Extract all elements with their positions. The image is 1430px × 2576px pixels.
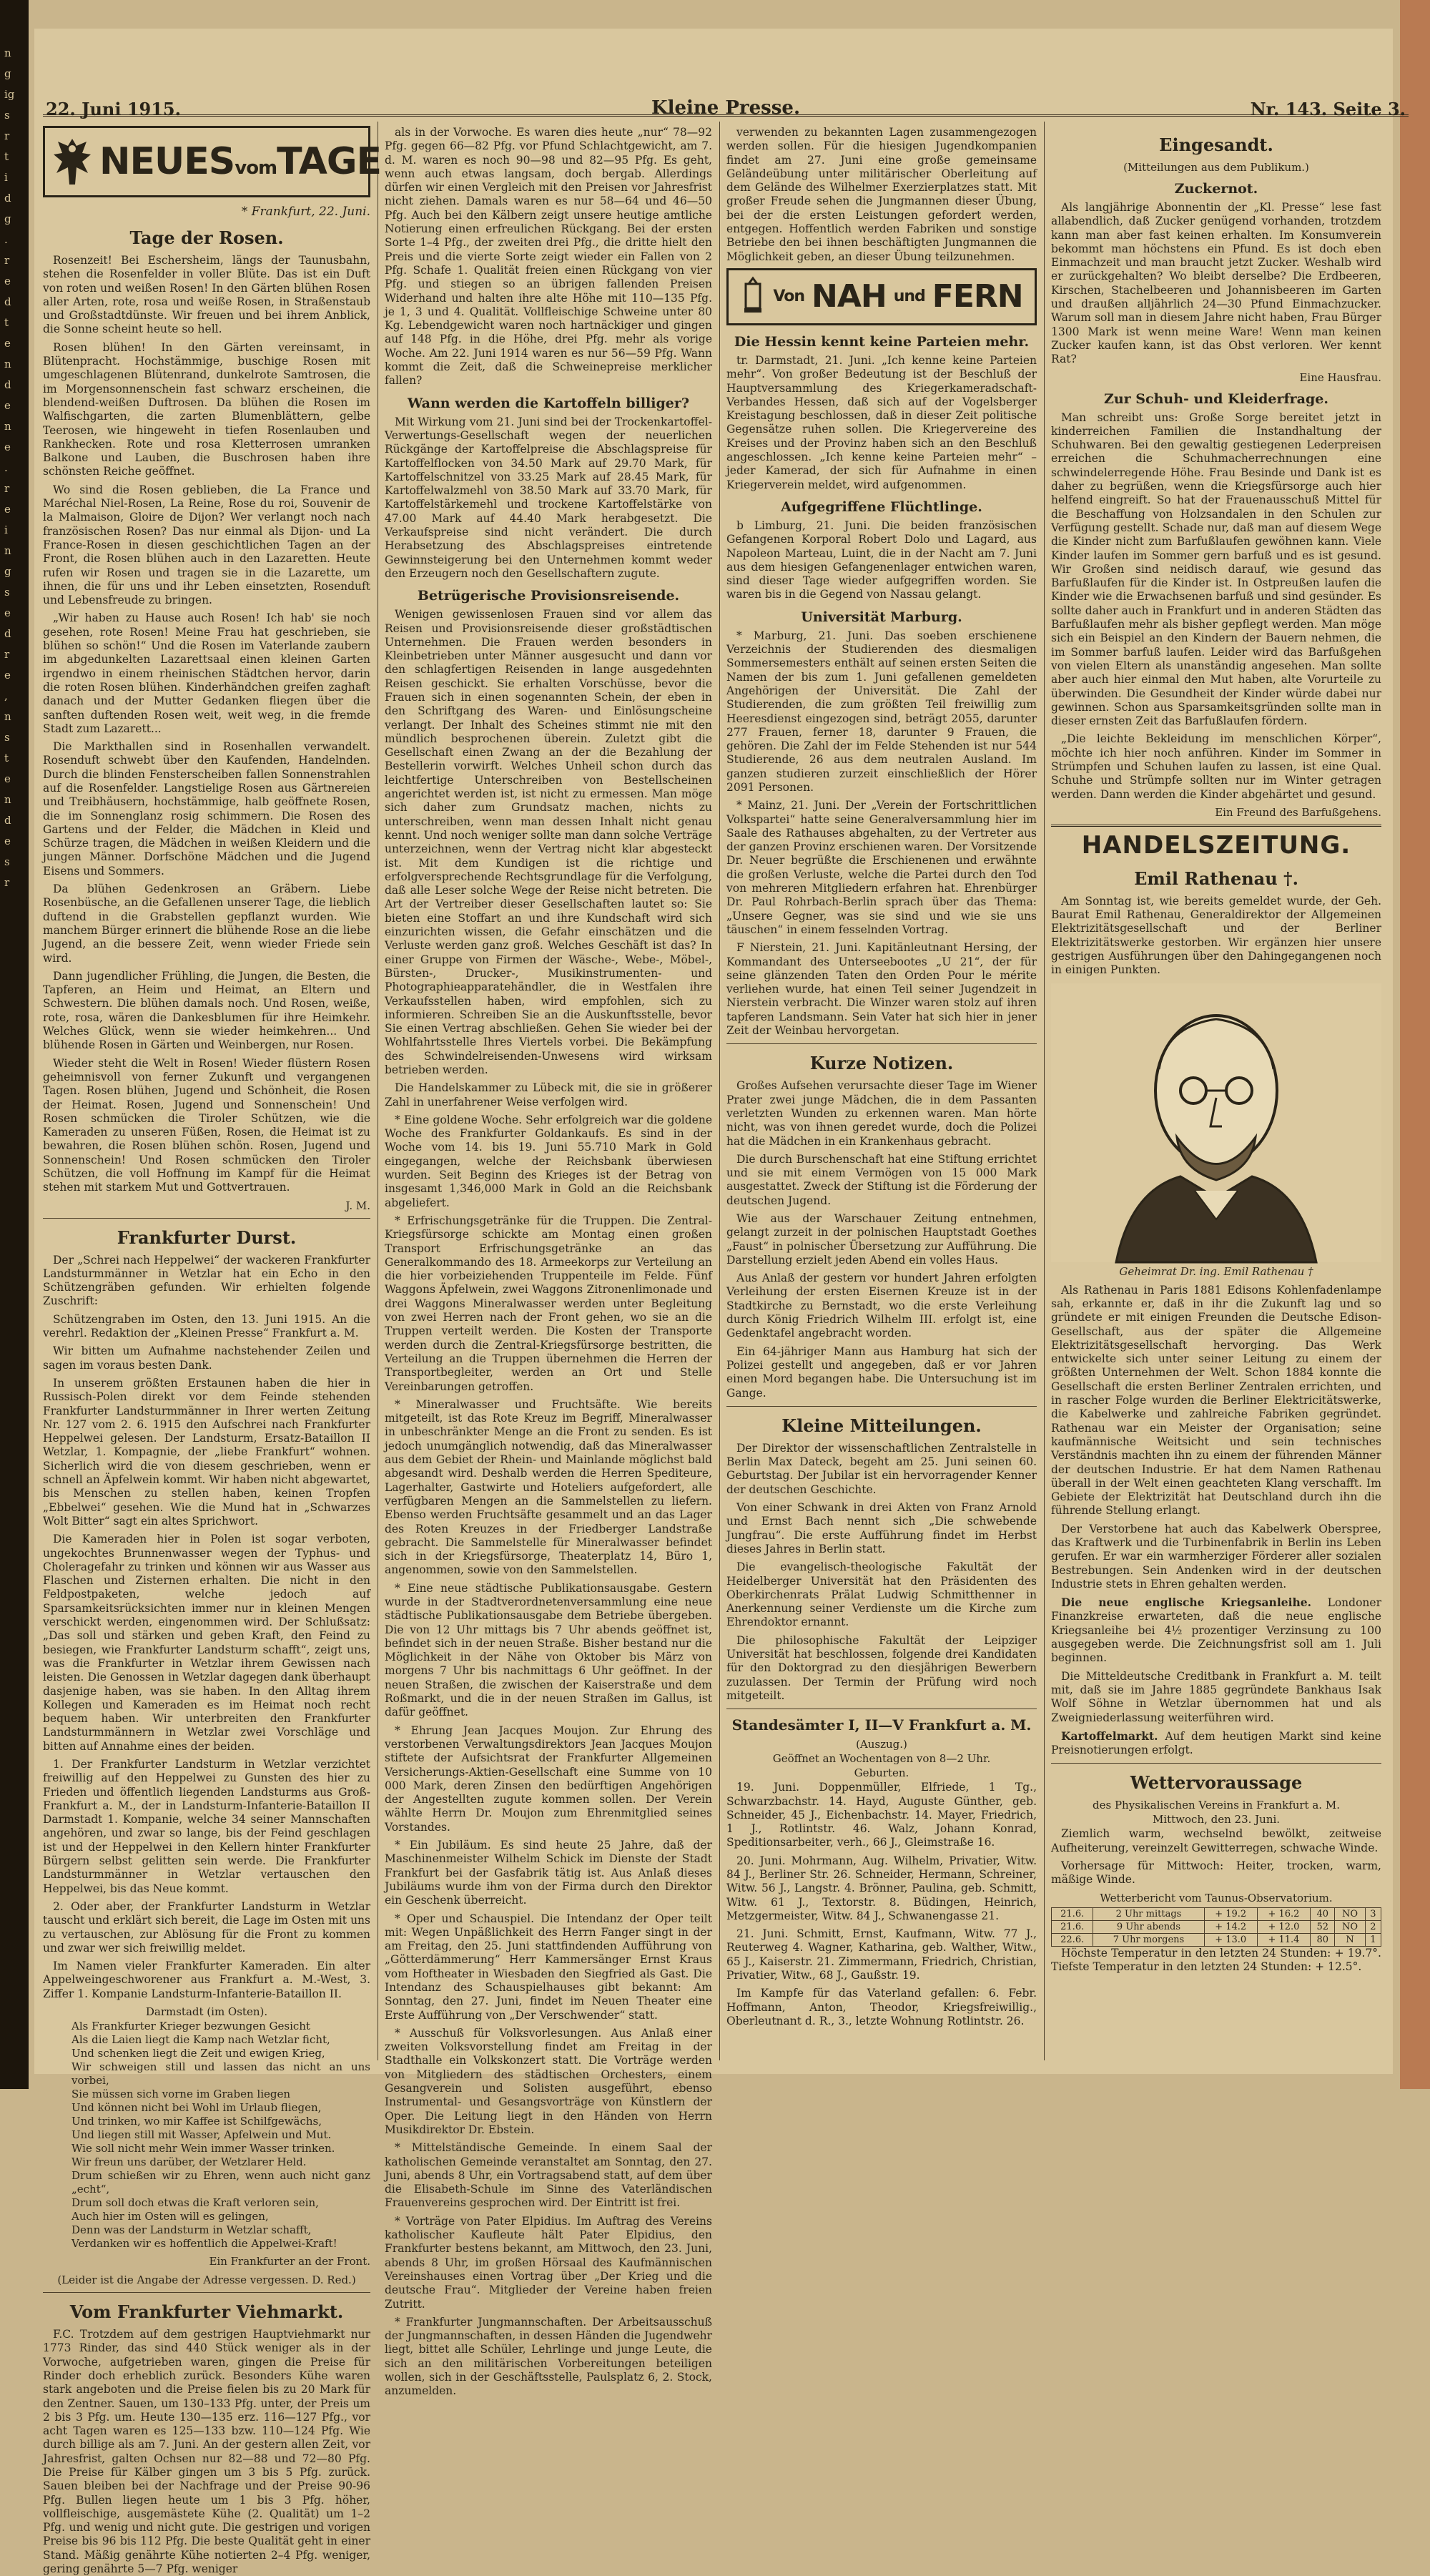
- adjacent-page-fragment: n g ig s r t i d g . r e d t e n d e n e . r e i n g s e d r e , n s t e n d e s r: [4, 46, 15, 889]
- article-headline: Zuckernot.: [1174, 181, 1258, 197]
- weather-date: Mittwoch, den 23. Juni.: [1152, 1813, 1281, 1827]
- weather-cell: NO: [1335, 1920, 1365, 1933]
- weather-cell: 52: [1311, 1920, 1335, 1933]
- column-1: [43, 126, 382, 2576]
- section-logo: NEUESvomTAGE: [99, 140, 382, 183]
- article-paragraph: Die Handelskammer zu Lübeck mit, die sie in größerer Zahl in unerfahrener Weise verfolgen wird.: [385, 1081, 712, 1108]
- section-headline: Eingesandt.: [1159, 134, 1273, 155]
- handelszeitung-header: HANDELSZEITUNG.: [1051, 825, 1381, 860]
- article-paragraph: Wir bitten um Aufnahme nachstehender Zeilen und sagen im voraus besten Dank.: [43, 1344, 370, 1372]
- divider: [726, 1406, 1037, 1407]
- article-headline: Die Hessin kennt keine Parteien mehr.: [734, 333, 1030, 350]
- register-entry: Im Kampfe für das Vaterland gefallen: 6. Febr. Hoffmann, Anton, Theodor, Kriegsfreiwillig., Oberleutnant d. R., 3., letzte Wohnung Rotlintstr. 26.: [726, 1987, 1037, 2027]
- poem-title: Darmstadt (im Osten).: [145, 2005, 268, 2019]
- column-4: [1051, 126, 1381, 2060]
- news-item: * Erfrischungsgetränke für die Truppen. Die Zentral-Kriegsfürsorge schickte am Montag einen großen Transport Erfrischungsgetränke an das Generalkommando des 18. Armeekorps zur Verteilung an die hier vorbeiziehenden Truppenteile im Felde. Fünf Waggons Äpfelwein, zwei Waggons Zitronenlimonade und drei Waggons Mineralwasser werden unter Begleitung von zwei Herren nach der Front gehen, wo sie an die Truppen verteilt werden. Die Kosten der Transporte werden durch die Zentral-Kriegsfürsorge bestritten, die Verteilung an die Truppen übernehmen die Herren der Transportbegleiter, werden an Ort und Stelle Vereinbarungen getroffen.: [385, 1214, 712, 1393]
- article-paragraph: F Nierstein, 21. Juni. Kapitänleutnant Hersing, der Kommandant des Unterseebootes „U 21“, der für seine glänzenden Taten den Orden Pour le mérite verliehen wurde, hat einen Teil seiner Jugendzeit in Nierstein verbracht. Die Winzer waren stolz auf ihren tapferen Landsmann. Sein Vater hat sich hier in jener Zeit der Weinbau hervorgetan.: [726, 941, 1037, 1038]
- weather-cell: 80: [1311, 1933, 1335, 1946]
- article-headline: Kleine Mitteilungen.: [781, 1415, 982, 1436]
- weather-cell: 7 Uhr morgens: [1093, 1933, 1204, 1946]
- article-paragraph: Der Verstorbene hat auch das Kabelwerk Oberspree, das Kraftwerk und die Turbinenfabrik in Berlin ins Leben gerufen. Er war ein warmherziger Förderer aller sozialen Bestrebungen. Sein Andenken wird in der deutschen Industrie stets in Ehren gehalten werden.: [1051, 1522, 1381, 1591]
- article-headline: Frankfurter Durst.: [117, 1226, 297, 1248]
- weather-cell: 22.6.: [1052, 1933, 1093, 1946]
- article-paragraph: Die durch Burschenschaft hat eine Stiftung errichtet und sie mit einem Vermögen von 15 000 Mark ausgestattet. Zweck der Stiftung ist die Förderung der deutschen Jugend.: [726, 1152, 1037, 1207]
- register-entry: 21. Juni. Schmitt, Ernst, Kaufmann, Witw. 77 J., Reuterweg 4. Wagner, Katharina, geb. Walther, Witw., 65 J., Kaiserstr. 21. Zimmermann, Friedrich, Christian, Privatier, Witw., 68 J., Gaußstr. 19.: [726, 1927, 1037, 1982]
- weather-cell: N: [1335, 1933, 1365, 1946]
- article-paragraph: Wie aus der Warschauer Zeitung entnehmen, gelangt zurzeit in der polnischen Hauptstadt Goethes „Faust“ in polnischer Übersetzung zur Aufführung. Die Darstellung erzielt jeden Abend ein volles Haus.: [726, 1212, 1037, 1267]
- portrait-drawing: [1051, 983, 1381, 1262]
- divider: [726, 1043, 1037, 1044]
- weather-cell: + 16.2: [1257, 1907, 1310, 1920]
- article-headline: Tage der Rosen.: [129, 227, 284, 248]
- rathenau-portrait: [1051, 983, 1381, 1262]
- news-item: * Ein Jubiläum. Es sind heute 25 Jahre, daß der Maschinenmeister Wilhelm Schick im Dienste der Stadt Frankfurt bei der Gasfabrik tätig ist. Aus Anlaß dieses Jubiläums wurde ihm von der Firma durch den Direktor ein Geschenk überreicht.: [385, 1839, 712, 1907]
- news-item: * Mittelständische Gemeinde. In einem Saal der katholischen Gemeinde veranstaltet am Sonntag, den 27. Juni, abends 8 Uhr, ein Vortragsabend statt, auf dem über die Elisabeth-Schule im Sinne des Vaterländischen Frauenvereins gesprochen wird. Der Eintritt ist frei.: [385, 2141, 712, 2210]
- news-item: Die neue englische Kriegsanleihe. Londoner Finanzkreise erwarteten, daß die neue englische Kriegsanleihe bei 4½ prozentiger Verzinsung zu 100 ausgegeben werde. Die Zeichnungsfrist soll am 1. Juli beginnen.: [1051, 1596, 1381, 1665]
- article-paragraph: * Marburg, 21. Juni. Das soeben erschienene Verzeichnis der Studierenden des diesmaligen Sommersemesters enthält auf seinen ersten Seiten die Namen der bis zum 1. Juni gefallenen gemeldeten Angehörigen der Universität. Die Zahl der Studierenden, die zum größten Teil freiwillig zum Heeresdienst eingezogen sind, beträgt 2055, darunter 277 Frauen, ferner 18, darunter 9 Frauen, die gehören. Die Zahl der im Felde Stehenden ist nur 544 Studierende, 26 aus dem neutralen Ausland. Im ganzen studieren zurzeit einschließlich der Hörer 2091 Personen.: [726, 629, 1037, 794]
- news-item: * Frankfurter Jungmannschaften. Der Arbeitsausschuß der Jungmannschaften, in dessen Händen die Jugendwehr liegt, bittet alle Schüler, Lehrlinge und junge Leute, die sich an den militärischen Vorbereitungen beteiligen wollen, sich in der Geschäftsstelle, Paulsplatz 6, 2. Stock, anzumelden.: [385, 2315, 712, 2398]
- weather-table: [1051, 1907, 1381, 1947]
- news-item: * Ehrung Jean Jacques Moujon. Zur Ehrung des verstorbenen Verwaltungsdirektors Jean Jacques Moujon stiftete der Aufsichtsrat der Frankfurter Allgemeinen Versicherungs-Aktien-Gesellschaft eine Summe von 10 000 Mark, deren Zinsen den bedürftigen Angehörigen der Angestellten zugute kommen sollen. Der Verein wählte Herrn Dr. Moujon zum Ehrenmitglied seines Vorstandes.: [385, 1724, 712, 1834]
- paper-name: Kleine Presse.: [651, 97, 801, 119]
- portrait-caption: Geheimrat Dr. ing. Emil Rathenau †: [1119, 1264, 1313, 1278]
- news-item: * Vorträge von Pater Elpidius. Im Auftrag des Vereins katholischer Kaufleute hält Pater Elpidius, den Frankfurter bestens bekannt, am Mittwoch, den 23. Juni, abends 8 Uhr, im großen Hörsaal des Kaufmännischen Vereinshauses einen Vortrag über „Der Krieg und die deutsche Frau“. Mitglieder der Vereine haben freien Zutritt.: [385, 2214, 712, 2311]
- article-paragraph: Die evangelisch-theologische Fakultät der Heidelberger Universität hat den Präsidenten des Oberkirchenrats Prälat Ludwig Schmitthenner in Anerkennung seiner Verdienste um die Kirche zum Ehrendoktor ernannt.: [726, 1560, 1037, 1629]
- article-headline: Betrügerische Provisionsreisende.: [417, 588, 680, 604]
- opening-hours: Geöffnet an Wochentagen von 8—2 Uhr.: [772, 1752, 991, 1766]
- article-headline: Emil Rathenau †.: [1134, 867, 1298, 889]
- weather-row: [1052, 1933, 1381, 1946]
- article-paragraph: Ein 64-jähriger Mann aus Hamburg hat sich der Polizei gestellt und angegeben, daß er vor Jahren einen Mord begangen habe. Die Untersuchung ist im Gange.: [726, 1344, 1037, 1400]
- page-number: Nr. 143. Seite 3.: [1250, 99, 1406, 119]
- standesamt-section: [726, 1716, 1037, 2028]
- article-paragraph: Wo sind die Rosen geblieben, die La France und Maréchal Niel-Rosen, La Reine, Rose du roi, Souvenir de la Malmaison, Gloire de Dijon? Wer verlangt noch nach französischen Rosen? Das nur einmal als Dijon- und La France-Rosen in diesen geschichtlichen Tagen an der Front, die Rosen blühen auch in den Lazaretten. Heute rufen wir Rosen und tragen sie in die Lazarette, um ihnen, die für uns und ihr Leben einsetzten, Rosenduft und Lebensfreude zu bringen.: [43, 483, 370, 607]
- article-paragraph: Die philosophische Fakultät der Leipziger Universität hat beschlossen, folgende drei Kandidaten für den Doktorgrad zu den diesjährigen Bewerbern zuzulassen. Der Termin der Prüfung wird noch mitgeteilt.: [726, 1633, 1037, 1702]
- column-rule: [719, 122, 720, 2060]
- neues-vom-tage-header: [43, 126, 382, 197]
- article-paragraph: Schützengraben im Osten, den 13. Juni 1915. An die verehrl. Redaktion der „Kleinen Presse“ Frankfurt a. M.: [43, 1312, 370, 1340]
- news-item: * Oper und Schauspiel. Die Intendanz der Oper teilt mit: Wegen Unpäßlichkeit des Herrn Fanger singt in der am Freitag, den 25. Juni stattfindenden Aufführung von „Götterdämmerung“ Herr Kammersänger Ernst Kraus vom Hoftheater in Wiesbaden den Siegfried als Gast. Die Intendanz des Schauspielhauses gibt bekannt: Am Sonntag, den 27. Juni, findet im Neuen Theater eine Erste Aufführung von „Der Verschwender“ statt.: [385, 1912, 712, 2022]
- article-paragraph: Der „Schrei nach Heppelwei“ der wackeren Frankfurter Landsturmmänner in Wetzlar hat ein Echo in den Schützengräben gefunden. Wir erhielten folgende Zuschrift:: [43, 1253, 370, 1308]
- article-headline: Wann werden die Kartoffeln billiger?: [408, 395, 689, 411]
- article-paragraph: Am Sonntag ist, wie bereits gemeldet wurde, der Geh. Baurat Emil Rathenau, Generaldirektor der Allgemeinen Elektrizitätsgesellschaft und der Berliner Elektrizitätswerke gestorben. Wir ergänzen hier unsere gestrigen Ausführungen über den Dahingegangenen noch in einigen Punkten.: [1051, 894, 1381, 977]
- poem: Als Frankfurter Krieger bezwungen Gesicht Als die Laien liegt die Kamp nach Wetzlar ficht, Und schenken liegt die Zeit und ewigen Krieg, Wir schweigen still und lassen das nicht an uns vorbei, Sie müssen sich vorne im Graben liegen Und können nicht bei Wohl im Urlaub fliegen, Und trinken, wo mir Kaffee ist Schilfgewächs, Und liegen still mit Wasser, Apfelwein und Mut. Wie soll nicht mehr Wein immer Wasser trinken. Wir freun uns darüber, der Wetzlarer Held. Drum schießen wir zu Ehren, wenn auch nicht ganz „echt“, Drum soll doch etwas die Kraft verloren sein, Auch hier im Osten will es gelingen, Denn was der Landsturm in Wetzlar schafft, Verdanken wir es hoffentlich die Appelwei-Kraft!: [72, 2020, 370, 2251]
- article-paragraph: „Wir haben zu Hause auch Rosen! Ich hab' sie noch gesehen, rote Rosen! Meine Frau hat geschrieben, sie blühen so schön!“ Und die Rosen im Vaterlande zaubern im abgedunkelten Lazarettsaal einen kleinen Garten irgendwo in einem rheinischen Städtchen hervor, darin die roten Rosen blühen. Kinderhändchen greifen zaghaft danach und der Mutter Gedanken fliegen über die sanften duftenden Rosen weit, weit weg, in die fremde Stadt zum Lazarett...: [43, 611, 370, 735]
- masthead: [43, 72, 1409, 117]
- article-paragraph: Die Markthallen sind in Rosenhallen verwandelt. Rosenduft schwebt über den Kaufenden, Handelnden. Durch die blinden Fensterscheiben fallen Sonnenstrahlen auf die Rosenfelder. Langstielige Rosen aus Gärtnereien und Treibhäusern, hochstämmige, halb geöffnete Rosen, die im Sonnenglanz rosig schimmern. Die Rosen des Gartens und der Felder, die Mädchen in Kleid und Schürze tragen, die Mädchen in weißen Kleidern und die jungen Männer. Dorfschöne Mädchen und die Jugend Eisens und Sommers.: [43, 740, 370, 877]
- article-headline: Universität Marburg.: [801, 609, 962, 625]
- weather-forecast: Ziemlich warm, wechselnd bewölkt, zeitweise Aufheiterung, vereinzelt Gewitterregen, schwache Winde.: [1051, 1827, 1381, 1854]
- column-2: [385, 126, 712, 2398]
- weather-cell: 9 Uhr abends: [1093, 1920, 1204, 1933]
- article-paragraph: 2. Oder aber, der Frankfurter Landsturm in Wetzlar tauscht und erklärt sich bereit, die Lage im Osten mit uns zu vertauschen, zur Ablösung für die Front zu kommen und zwar wer sich freiwillig meldet.: [43, 1899, 370, 1955]
- section-headline: Standesämter I, II—V Frankfurt a. M.: [731, 1716, 1032, 1734]
- weather-cell: + 11.4: [1257, 1933, 1310, 1946]
- eagle-icon: [51, 133, 94, 190]
- weather-footnote: Höchste Temperatur in den letzten 24 Stunden: + 19.7°. Tiefste Temperatur in den letzten 24 Stunden: + 12.5°.: [1051, 1946, 1381, 1973]
- article-paragraph: 1. Der Frankfurter Landsturm in Wetzlar verzichtet freiwillig auf den Heppelwei zu Gunsten des hier zu Frieden und öffentlich liegenden Landsturms aus Groß-Frankfurt a. M., der in Landsturm-Infanterie-Bataillon II Darmstadt 1. Kompanie, welche 34 seiner Mannschaften angehören, und zwar so lange, bis der Feind geschlagen ist und der Heppelwei in den Kellern hinter Frankfurter Bürgern selbst gelitten sein werde. Die Frankfurter Landsturmmänner in Wetzlar vertauschen den Heppelwei, bis das Neue kommt.: [43, 1757, 370, 1895]
- article-paragraph: In unserem größten Erstaunen haben die hier in Russisch-Polen direkt vor dem Feinde stehenden Frankfurter Landsturmmänner in Ihrer werten Zeitung Nr. 127 vom 2. 6. 1915 den Aufschrei nach Frankfurter Heppelwei gelesen. Der Landsturm, Ersatz-Bataillon II Wetzlar, 1. Kompagnie, der „liebe Frankfurt“ wohnen. Sicherlich wird die von diesem geschrieben, wenn er schnell an Äpfelwein kommt. Wir haben nicht abgewartet, bis Menschen zu stellen haben, keinen Tropfen „Ebbelwei“ gesehen. Wie die Mund hat in „Schwarzes Wolt Bitter“ sagt ein altes Sprichwort.: [43, 1376, 370, 1528]
- editor-note: (Leider ist die Angabe der Adresse vergessen. D. Red.): [57, 2273, 356, 2287]
- weather-cell: + 13.0: [1204, 1933, 1257, 1946]
- article-paragraph: Dann jugendlicher Frühling, die Jungen, die Besten, die Tapferen, an Heim und Heimat, an Eltern und Schwestern. Die blühen damals noch. Und Rosen, weiße, rote, rosa, wären die Dankesblumen für ihre Heimkehr. Welches Glück, wenn sie wieder heimkehren... Und blühende Rosen in Gärten und Weinbergen, nur Rosen.: [43, 969, 370, 1052]
- weather-cell: 21.6.: [1052, 1907, 1093, 1920]
- article-paragraph: Wieder steht die Welt in Rosen! Wieder flüstern Rosen geheimnisvoll von ferner Zukunft und vergangenen Tagen. Rosen blühen, Jugend und Schönheit, die Rosen der Heimat. Rosen, Jugend und Sonnenschein! Und Rosen schmücken die Tiroler Schützen, wie die Kameraden zu unseren Füßen, Rosen, die Heimat ist zu bewahren, die Rosen blühen schön. Rosen, Jugend und Sonnenschein! Und Rosen schmücken den Tiroler Schützen, die voll Hoffnung im Kampf für die Heimat stehen mit starkem Mut und Gottvertrauen.: [43, 1056, 370, 1194]
- weather-cell: + 12.0: [1257, 1920, 1310, 1933]
- section-subtitle: (Auszug.): [856, 1738, 907, 1751]
- article-paragraph: „Die leichte Bekleidung im menschlichen Körper“, möchte ich hier noch anführen. Kinder im Sommer in Strümpfen und Schuhen laufen zu lassen, ist eine Qual. Schuhe und Strümpfe sollten nur im Winter getragen werden. Dann werden die Kinder abgehärtet und gesund.: [1051, 732, 1381, 801]
- weather-cell: 2 Uhr mittags: [1093, 1907, 1204, 1920]
- von-nah-und-fern-header: Von NAH und FERN: [726, 268, 1037, 325]
- register-entry: 20. Juni. Mohrmann, Aug. Wilhelm, Privatier, Witw. 84 J., Berliner Str. 26. Schneider, Hermann, Schreiner, Witw. 56 J., Langstr. 4. Brönner, Paulina, geb. Schmitt, Witw. 61 J., Textorstr. 8. Büdingen, Heinrich, Metzgermeister, Witw. 84 J., Schwanengasse 21.: [726, 1854, 1037, 1922]
- weather-row: [1052, 1920, 1381, 1933]
- article-paragraph: tr. Darmstadt, 21. Juni. „Ich kenne keine Parteien mehr“. Von großer Bedeutung ist der Beschluß der Hauptversammlung des Kriegerkameradschaft-Verbandes Hessen, daß sich auf der Vogelsberger Kreistagung beschlossen, daß in dieser Zeit politische Gegensätze ruhen sollen. Die Kriegervereine des Kreises und der Provinz haben sich an den Beschluß angeschlossen. „Ich kenne keine Parteien mehr“ – jeder Kamerad, der sich für Aufnahme in einen Kriegerverein meldet, wird aufgenommen.: [726, 353, 1037, 491]
- poem-signature: Ein Frankfurter an der Front.: [209, 2255, 370, 2268]
- divider: [1051, 1763, 1381, 1764]
- subsection-label: Geburten.: [854, 1766, 909, 1780]
- register-entry: 19. Juni. Doppenmüller, Elfriede, 1 Tg., Schwarzbachstr. 14. Hayd, Auguste Günther, geb. Schneider, 45 J., Eichenbachstr. 14. Mayer, Friedrich, 1 J., Rotlintstr. 46. Walz, Johann Konrad, Speditionsarbeiter, verh., 66 J., Gleimstraße 16.: [726, 1781, 1037, 1849]
- section-subtitle: (Mitteilungen aus dem Publikum.): [1123, 161, 1309, 174]
- weather-forecast: Vorhersage für Mittwoch: Heiter, trocken, warm, mäßige Winde.: [1051, 1859, 1381, 1887]
- article-paragraph: b Limburg, 21. Juni. Die beiden französischen Gefangenen Korporal Robert Dolo und Lagard, aus Napoleon Marteau, Luint, die in der Nacht am 7. Juni aus dem hiesigen Gefangenenlager entwichen waren, sind dieser Tage wieder aufgegriffen worden. Sie waren bis in die Gegend von Nassau gelangt.: [726, 518, 1037, 601]
- news-item: * Mineralwasser und Fruchtsäfte. Wie bereits mitgeteilt, ist das Rote Kreuz im Begriff, Mineralwasser in unbeschränkter Menge an die Front zu senden. Es ist jedoch unumgänglich notwendig, daß das Mineralwasser aus dem Gebiet der Rhein- und Mainlande möglichst bald abgesandt wird. Deshalb werden die Herren Spediteure, Lagerhalter, Gastwirte und Hoteliers aufgefordert, alle verfügbaren Mengen an die Sammelstellen zu liefern. Ebenso werden Fruchtsäfte gesammelt und an das Lager des Roten Kreuzes in der Friedberger Landstraße gebracht. Die Sammelstelle für Mineralwasser befindet sich in der Kriegsfürsorge, Theaterplatz 14, Büro 1, angenommen, sowie von den Sammelstellen.: [385, 1397, 712, 1577]
- article-paragraph: Mit Wirkung vom 21. Juni sind bei der Trockenkartoffel-Verwertungs-Gesellschaft wegen der neuerlichen Rückgänge der Kartoffelpreise die Abschlagspreise für Kartoffelflocken von 34.50 Mark auf 29.70 Mark, für Kartoffelschnitzel von 33.25 Mark auf 28.45 Mark, für Kartoffelwalzmehl von 38.50 Mark auf 33.70 Mark, für Kartoffelstärkemehl und trockene Kartoffelstärke von 47.00 Mark auf 44.40 Mark herabgesetzt. Die Verkaufspreise sind nicht verändert. Die durch Herabsetzung des Abschlagspreises eintretende Gewinnsteigerung bei den Unternehmen kommt weder den Erzeugern noch den Gesellschaftern zugute.: [385, 415, 712, 580]
- weather-cell: 1: [1365, 1933, 1381, 1946]
- binding-edge: [1400, 0, 1430, 2089]
- weather-cell: 40: [1311, 1907, 1335, 1920]
- author-signature: J. M.: [345, 1199, 370, 1212]
- column-rule: [1044, 122, 1045, 2060]
- weather-source: des Physikalischen Vereins in Frankfurt a. M.: [1093, 1799, 1340, 1812]
- article-paragraph: Aus Anlaß der gestern vor hundert Jahren erfolgten Verleihung der ersten Eisernen Kreuze ist in der Stadtkirche zu Bernstadt, wo die erste Verleihung durch König Friedrich Wilhelm III. erfolgt ist, eine Gedenktafel angebracht worden.: [726, 1272, 1037, 1340]
- news-item: Die Mitteldeutsche Creditbank in Frankfurt a. M. teilt mit, daß sie im Jahre 1885 gegründete Bankhaus Isak Wolf Söhne in Wetzlar übernommen hat und als Zweigniederlassung weiterführen wird.: [1051, 1669, 1381, 1724]
- article-paragraph: Als Rathenau in Paris 1881 Edisons Kohlenfadenlampe sah, erkannte er, daß in ihr die Zukunft lag und so gründete er mit einigen Freunden die Deutsche Edison-Gesellschaft, aus der später die Allgemeine Elektrizitätsgesellschaft hervorging. Das Werk entwickelte sich unter seiner Leitung zu einem der größten Unternehmen der Welt. Schon 1884 konnte die Gesellschaft die ersten Berliner Zentralen errichten, und in rascher Folge wurden die Berliner Elektricitätswerke, die Kabelwerke und zahlreiche Fabriken gegründet. Rathenau war ein Meister der Organisation; seine kaufmännische Weitsicht und sein technisches Verständnis machten ihn zu einem der führenden Männer der deutschen Industrie. Er hat dem Namen Rathenau überall in der Welt einen geachteten Klang verschafft. Im Gebiete der Elektrizität hat Deutschland durch ihn die führende Stellung erlangt.: [1051, 1283, 1381, 1518]
- weather-cell: + 14.2: [1204, 1920, 1257, 1933]
- weather-row: [1052, 1907, 1381, 1920]
- weather-cell: 21.6.: [1052, 1920, 1093, 1933]
- article-paragraph: Rosenzeit! Bei Eschersheim, längs der Taunusbahn, stehen die Rosenfelder in voller Blüte. Das ist ein Duft von roten und weißen Rosen! In den Gärten blühen Rosen aller Arten, rote, rosa und weiße Rosen, in Straßenstaub und Großstadtdünste. Wir freuen und bei ihrem Anblick, die Sonne scheint heute so hell.: [43, 254, 370, 336]
- article-paragraph: Als langjährige Abonnentin der „Kl. Presse“ lese fast allabendlich, daß Zucker genügend vorhanden, trotzdem kann man aber fast keinen erhalten. Im Konsumverein bekommt man höchstens ein Pfund. Es ist doch eben Einmachzeit und man braucht jetzt Zucker. Weshalb wird er zurückgehalten? Wo bleibt derselbe? Die Erdbeeren, Kirschen, Stachelbeeren und Johannisbeeren im Garten und draußen alljährlich 24—30 Pfund Einmachzucker. Warum soll man in diesem Jahre nicht haben, Frau Bürger 1300 Mark ist wenn meine Ware! Wenn man keinen Zucker kaufen kann, ist das Obst verloren. Wer kennt Rat?: [1051, 201, 1381, 366]
- article-paragraph: F.C. Trotzdem auf dem gestrigen Hauptviehmarkt nur 1773 Rinder, das sind 440 Stück weniger als in der Vorwoche, aufgetrieben waren, gingen die Preise für Rinder doch erheblich zurück. Besonders Kühe waren stark angeboten und die Preise fielen bis zu 20 Mark für den Zentner. Sauen, um 130–133 Pfg. unter, der Preis um 2 bis 3 Pfg. um. Heute 130—135 erz. 116—127 Pfg., vor acht Tagen waren es 125—133 bzw. 110—124 Pfg. Wie durch billige als am 7. Juni. An der gestern allen Zeit, vor Jahresfrist, galten Ochsen nur 82—88 und 72—80 Pfg. Die Preise für Kälber gingen um 3 bis 5 Pfg. zurück. Sauen bleiben bei der Nachfrage und der Preise 90-96 Pfg. Bullen liegen heute um 1 bis 3 Pfg. höher, vollfleischige, ausgemästete Kühe (2. Qualität) um 1–2 Pfg. und wenig und nicht gute. Die gestrigen und vorigen Preise bis 96 bis 112 Pfg. Die beste Qualität geht in einer Stand. Mäßig genährte Kühe notierten 2–4 Pfg. weniger, gering genährte 5—7 Pfg. weniger: [43, 2328, 370, 2576]
- article-paragraph: Im Namen vieler Frankfurter Kameraden. Ein alter Appelweingeschworener aus Frankfurt a. M.-West, 3. Ziffer 1. Kompanie Landsturm-Infanterie-Bataillon II.: [43, 1960, 370, 2000]
- divider: [43, 1218, 370, 1219]
- article-paragraph: Da blühen Gedenkrosen an Gräbern. Liebe Rosenbüsche, an die Gefallenen unserer Tage, die lieblich duftend in die Grabstellen gepflanzt wurden. Wie manchem Bürger erinnert die blühende Rose an die liebe Jugend, an die bessere Zeit, wenn wieder Friede sein wird.: [43, 883, 370, 965]
- article-paragraph: * Mainz, 21. Juni. Der „Verein der Fortschrittlichen Volkspartei“ hatte seine Generalversammlung hier im Saale des Rathauses abgehalten, zu der Vertreter aus der ganzen Provinz erschienen waren. Der Vorsitzende Dr. Neuer begrüßte die Erschienenen und erwähnte die großen Verluste, welche die Partei durch den Tod von mehreren Mitgliedern erfahren hat. Ehrenbürger Dr. Paul Rohrbach-Berlin sprach über das Thema: „Unsere Gegner, was sie sind und wie sie uns täuschen“ in einem fesselnden Vortrag.: [726, 799, 1037, 936]
- weather-cell: 2: [1365, 1920, 1381, 1933]
- column-3: [726, 126, 1037, 2060]
- lantern-icon: [740, 277, 766, 317]
- article-headline: Aufgegriffene Flüchtlinge.: [781, 498, 982, 515]
- author-signature: Eine Hausfrau.: [1299, 370, 1381, 384]
- article-paragraph: Man schreibt uns: Große Sorge bereitet jetzt in kinderreichen Familien die Instandhaltung der Schuhwaren. Bei den gewaltig gestiegenen Lederpreisen erreichen die Schuhmacherrechnungen eine schwindelerregende Höhe. Frau Besinde und Dank ist es daher zu begrüßen, wenn die Kriegsfürsorge auch hier helfend eingreift. So hat der Frauenausschuß Mittel für die Beschaffung von Holzsandalen in den Schulen zur Verfügung gestellt. Schade nur, daß man auf diesem Wege die Kinder nicht zum Barfußlaufen gewöhnen kann. Viele Kinder laufen im Sommer gern barfuß und es ist gesund. Wir Großen sind neidisch darauf, wie gesund das Barfußlaufen für die Kinder ist. In Ostpreußen laufen die Kinder wie die Erwachsenen barfuß und sind gesünder. Es sollte daher auch in Frankfurt und in anderen Städten das Barfußlaufen mehr als bisher gepflegt werden. Man möge sich ein Beispiel an den Kindern der Bauern nehmen, die im Sommer barfuß laufen. Leider wird das Barfußgehen von vielen Eltern als unanständig angesehen. Man sollte aber auch hier einmal den Mut haben, alte Vorurteile zu überwinden. Die Gesundheit der Kinder würde dabei nur gewinnen. Schon aus Sparsamkeitsgründen sollte man in dieser ernsten Zeit das Barfußlaufen fördern.: [1051, 411, 1381, 728]
- article-paragraph: Der Direktor der wissenschaftlichen Zentralstelle in Berlin Max Dateck, begeht am 25. Juni seinen 60. Geburtstag. Der Jubilar ist ein hervorragender Kenner der deutschen Geschichte.: [726, 1441, 1037, 1496]
- article-headline: Zur Schuh- und Kleiderfrage.: [1104, 390, 1328, 407]
- news-item: * Eine goldene Woche. Sehr erfolgreich war die goldene Woche des Frankfurter Goldankaufs. Es sind in der Woche vom 14. bis 19. Juni 55.710 Mark in Gold eingegangen, welche der Reichsbank überwiesen wurden. Seit Beginn des Krieges ist der Betrag von insgesamt 1,346,000 Mark in Gold an die Reichsbank abgeliefert.: [385, 1113, 712, 1209]
- article-paragraph: als in der Vorwoche. Es waren dies heute „nur“ 78—92 Pfg. gegen 66—82 Pfg. vor Pfund Schlachtgewicht, am 7. d. M. waren es noch 90—98 und 82—95 Pfg. Es geht, wenn auch etwas langsam, doch bergab. Allerdings dürfen wir einen Vergleich mit den Preisen vor Jahresfrist nicht ziehen. Damals waren es nur 58—64 und 46—50 Pfg. Auch bei den Kälbern zeigt unsere heutige amtliche Notierung einen erfreulichen Rückgang. Bei der ersten Sorte 1–4 Pfg., der zweiten drei Pfg., die dritte hielt den Preis und die vierte Sorte zeigt wieder ein Fallen von 2 Pfg. Schafe 1. Qualität freien einen Rückgang von vier Pfg. und stiegen so an übrigen fallenden Preisen Widerhand und halten ihre alte Höhe mit 110—135 Pfg. je 1, 3 und 4. Qualität. Vollfleischige Schweine unter 80 Kg. Lebendgewicht waren noch hartnäckiger und gingen auf 148 Pfg. in die Höhe, drei Pfg. mehr als vorige Woche. Am 22. Juni 1914 waren es nur 56—59 Pfg. Wann kommt die Zeit, daß die Schweinepreise merklicher fallen?: [385, 126, 712, 388]
- article-headline: Vom Frankfurter Viehmarkt.: [69, 2301, 344, 2323]
- weather-report-title: Wetterbericht vom Taunus-Observatorium.: [1100, 1891, 1333, 1904]
- article-paragraph: Großes Aufsehen verursachte dieser Tage im Wiener Prater zwei junge Mädchen, die in dem Passanten verletzten Wunden zu erkennen waren. Man hörte nicht, was von ihnen geredet wurde, doch die Polizei hat die Mädchen in ein Krankenhaus gebracht.: [726, 1079, 1037, 1148]
- weather-cell: 3: [1365, 1907, 1381, 1920]
- article-paragraph: Von einer Schwank in drei Akten von Franz Arnold und Ernst Bach nennt sich „Die schwebende Jungfrau“. Die erste Aufführung findet im Herbst dieses Jahres in Berlin statt.: [726, 1501, 1037, 1555]
- article-paragraph: Wenigen gewissenlosen Frauen sind vor allem das Reisen und Provisionsreisende dieser großstädtischen Unternehmen. Die Frauen werden besonders in Kleinbetrieben unter Männer ausgesucht und dann vor den schlagfertigen Reisenden in lange ausgedehnten Reisen geschickt. Sie erhalten Vorschüsse, bevor die Frauen sich in einen sogenannten Schein, der eben in den Schriftgang des Waren- und Einlösungscheine verlangt. Der Inhalt des Scheines stimmt nie mit den mündlich besprochenen überein. Zuletzt gibt die Gesellschaft einen Zwang an der die Bezahlung der Bestellerin vorwirft. Welches Unheil schon durch das leichtfertige Unterschreiben von Bestellscheinen angerichtet werden ist, ist nicht zu ermessen. Man möge sich daher zum Grundsatz machen, nichts zu unterschreiben, wenn man dessen Inhalt nicht genau kennt. Und noch weniger sollte man dann solche Verträge unterzeichnen, wenn der Vertrag nicht klar abgesteckt ist. Mit dem Kundigen ist die richtige und erfolgversprechende Rechtsgrundlage für die Verfolgung, daß alle Leser solche Wege der Reise nicht betreten. Die Art der Vertreiber dieser Gesellschaften lautet so: Sie bieten eine Stoffart an und ihre Kundschaft wird sich einzurichten wissen, die Gefahr einschätzen und die Verluste werden ganz groß. Welches Geschäft ist das? In einer Gruppe von Firmen der Wäsche-, Webe-, Möbel-, Bürsten-, Drucker-, Musikinstrumenten- und Photographieapparatehändler, die in Westfalen ihre Verkaufsstellen haben, wird empfohlen, sich zu informieren. Schreiben Sie an die Auskunftsstelle, bevor Sie einen Vertrag abschließen. Gehen Sie wieder bei der Wohlfahrtsstelle Ihres Viertels vorbei. Die Bekämpfung des Schwindelreisenden-Unwesens wird wirksam betrieben werden.: [385, 608, 712, 1076]
- weather-cell: NO: [1335, 1907, 1365, 1920]
- news-item: * Ausschuß für Volksvorlesungen. Aus Anlaß einer zweiten Volksvorstellung findet am Freitag in der Stadthalle ein Volkskonzert statt. Die Vorträge werden von Mitgliedern des städtischen Orchesters, einem Gesangverein und Solisten ausgeführt, ebenso Instrumental- und Gesangsvorträge von Künstlern der Oper. Die Leitung liegt in den Händen von Herrn Musikdirektor Dr. Ebstein.: [385, 2026, 712, 2136]
- weather-headline: Wettervoraussage: [1130, 1772, 1303, 1794]
- weather-cell: + 19.2: [1204, 1907, 1257, 1920]
- news-item: Kartoffelmarkt. Auf dem heutigen Markt sind keine Preisnotierungen erfolgt.: [1051, 1729, 1381, 1757]
- article-paragraph: verwenden zu bekannten Lagen zusammengezogen werden sollen. Für die hiesigen Jugendkompanien findet am 27. Juni eine große gemeinsame Geländeübung unter militärischer Oberleitung auf dem Gelände des Wilhelmer Exerzierplatzes statt. Mit großer Freude sehen die Jungmannen dieser Übung, bei der die ersten Leistungen gefordert werden, entgegen. Hoffentlich werden Fabriken und sonstige Betriebe den bei ihnen beschäftigten Jungmannen die Möglichkeit geben, an dieser Übung teilzunehmen.: [726, 126, 1037, 263]
- news-item: * Eine neue städtische Publikationsausgabe. Gestern wurde in der Stadtverordnetenversammlung eine neue städtische Publikationsausgabe dem Betriebe übergeben. Die von 12 Uhr mittags bis 7 Uhr abends geöffnet ist, befindet sich in der neuen Straße. Bisher bestand nur die Möglichkeit in der Nähe von Oktober bis März von morgens 7 Uhr bis nachmittags 6 Uhr geöffnet. In der neuen Straßen, die zwischen der Kaiserstraße und dem Roßmarkt, und die in der neuen Straßen im Gallus, ist dafür geöffnet.: [385, 1581, 712, 1719]
- article-paragraph: Rosen blühen! In den Gärten vereinsamt, in Blütenpracht. Hochstämmige, buschige Rosen mit umgeschlagenen Blütenrand, dunkelrote Samtrosen, die im Morgensonnenschein fast schwarz erscheinen, die blendend-weißen Duftrosen. Da blühen die Rosen im Walfischgarten, die zarten Blumenblättern, gelbe Teerosen, wie hingeweht in tiefen Rosenlauben und Rankhecken. Rote und rosa Kletterrosen umranken Balkone und Lauben, die Buschrosen haben ihre schönsten Reiche geöffnet.: [43, 340, 370, 478]
- divider: [43, 2292, 370, 2293]
- article-headline: Kurze Notizen.: [809, 1053, 954, 1074]
- author-signature: Ein Freund des Barfußgehens.: [1215, 805, 1381, 819]
- article-paragraph: Die Kameraden hier in Polen ist sogar verboten, ungekochtes Brunnenwasser wegen der Typhus- und Choleragefahr zu trinken und können wir aus Wasser aus Flaschen und Zisternen erhalten. Die nicht in den Feldpostpaketen, welche jedoch auf Sparsamkeitsrücksichten immer nur in kleinen Mengen verschickt werden, eingenommen wird. Der Schlußsatz: „Das soll und stärken und geben Kraft, den Feind zu besiegen, wie Frankfurter Landsturm schafft“, zeigt uns, was die Frankfurter in Wetzlar ihrem Gewissen nach leisten. Die Genossen in Wetzlar dagegen dank überhaupt dasjenige haben, was sie haben. In den Alltag ihrem Kollegen und Kameraden es im Heimat noch recht bequem haben. Wir unterbreiten den Frankfurter Landsturmmännern in Wetzlar zwei Vorschläge und bitten auf Annahme eines der beiden.: [43, 1533, 370, 1753]
- issue-date: 22. Juni 1915.: [46, 99, 181, 119]
- dateline: * Frankfurt, 22. Juni.: [241, 205, 370, 219]
